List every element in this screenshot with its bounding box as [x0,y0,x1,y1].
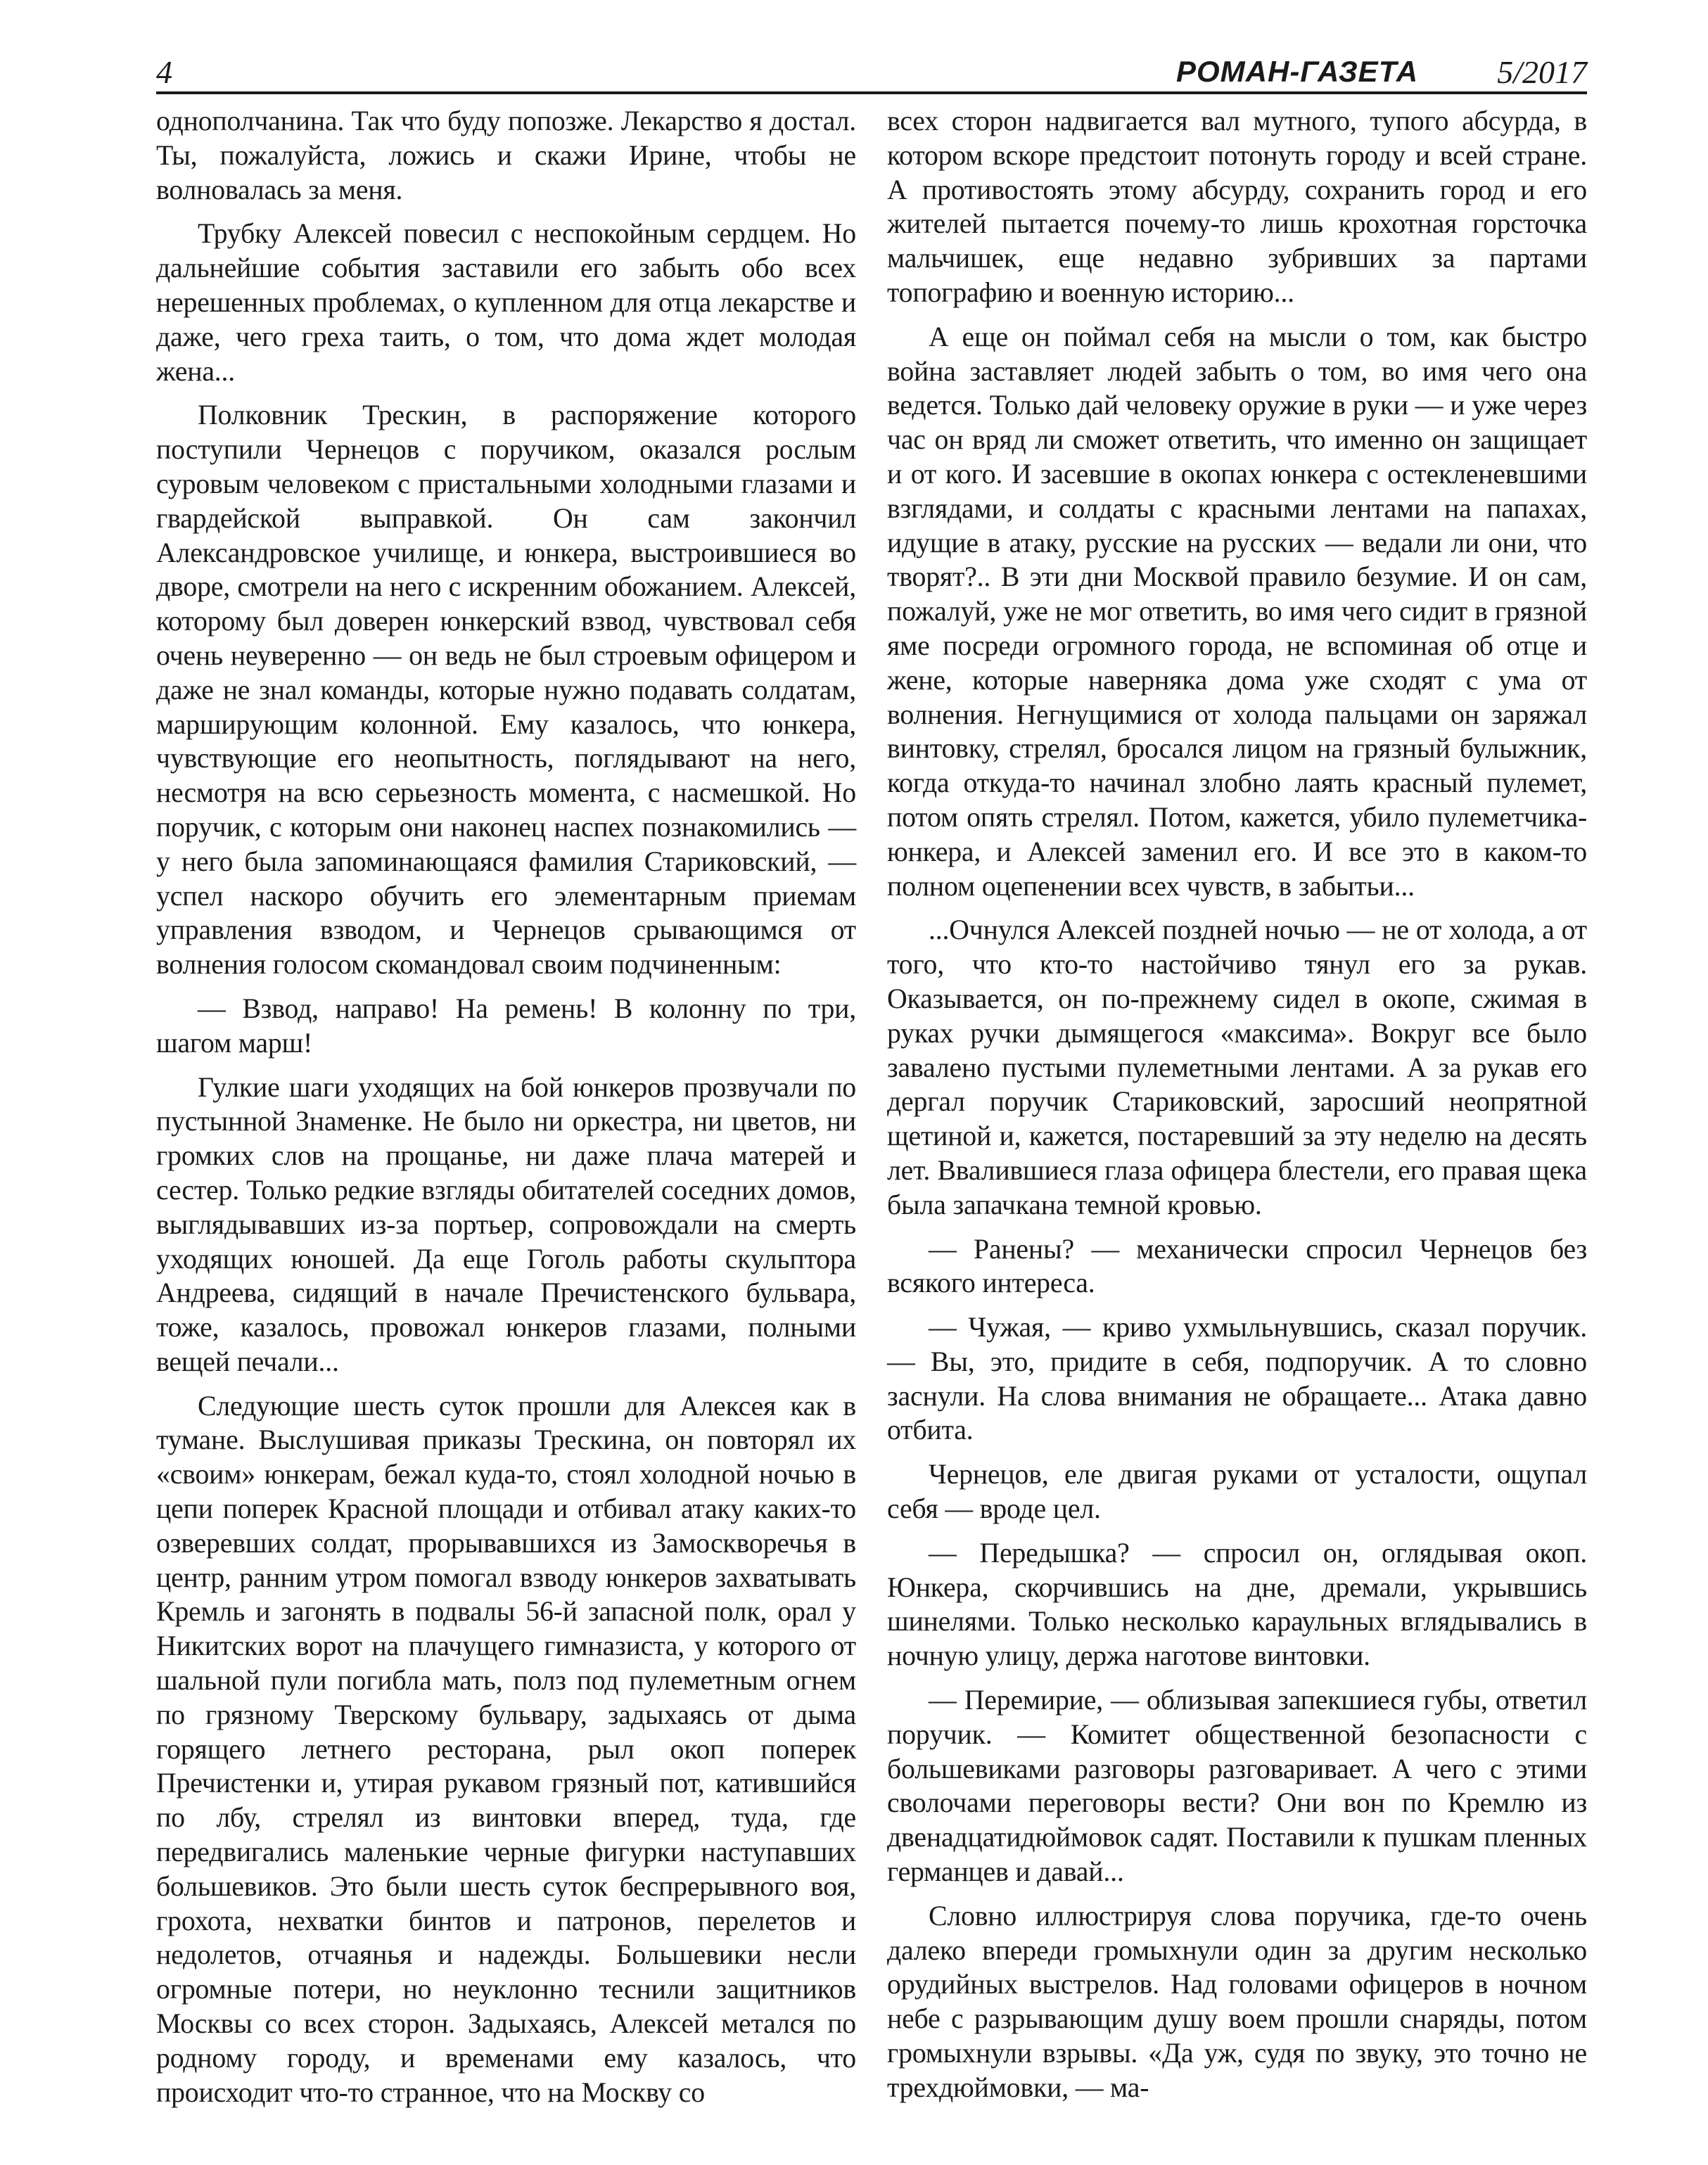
header-rule [156,91,1587,94]
paragraph: Трубку Алексей повесил с неспокойным сердцем. Но дальнейшие события заставили его забыть обо всех нерешенных проблемах, о купленном для отца лекарстве и даже, чего греха таить, о том, что дома ждет молодая жена... [156,218,856,387]
page-number: 4 [156,54,172,90]
paragraph: Следующие шесть суток прошли для Алексея как в тумане. Выслушивая приказы Трескина, он повторял их «своим» юнкерам, бежал куда-то, стоял холодной ночью в цепи поперек Красной площади и отбивал атаку каких-то озверевших солдат, прорывавшихся из Замоскворечья в центр, ранним утром помогал взводу юнкеров захватывать Кремль и загонять в подвалы 56-й запасной полк, орал у Никитских ворот на плачущего гимназиста, у которого от шальной пули погибла мать, полз под пулеметным огнем по грязному Тверскому бульвару, задыхаясь от дыма горящего летнего ресторана, рыл окоп поперек Пречистенки и, утирая рукавом грязный пот, катившийся по лбу, стрелял из винтовки вперед, туда, где передвигались маленькие черные фигурки наступавших большевиков. Это были шесть суток беспрерывного воя, грохота, нехватки бинтов и патронов, перелетов и недолетов, отчаянья и надежды. Большевики несли огромные потери, но неуклонно теснили защитников Москвы со всех сторон. Задыхаясь, Алексей метался по родному городу, и временами ему казалось, что происходит что-то странное, что на Москву со [156,1390,856,2108]
paragraph: всех сторон надвигается вал мутного, тупого абсурда, в котором вскоре предстоит потонуть городу и всей стране. А противостоять этому абсурду, сохранить город и его жителей пытается почему-то лишь крохотная горсточка мальчишек, еще недавно зубривших за партами топографию и военную историю... [887,106,1587,308]
paragraph: А еще он поймал себя на мысли о том, как быстро война заставляет людей забыть о том, во имя чего она ведется. Только дай человеку оружие в руки — и уже через час он вряд ли сможет ответить, что именно он защищает и от кого. И засевшие в окопах юнкера с остекленевшими взглядами, и солдаты с красными лентами на папахах, идущие в атаку, русские на русских — ведали ли они, что творят?.. В эти дни Москвой правило безумие. И он сам, пожалуй, уже не мог ответить, во имя чего сидит в грязной яме посреди огромного города, не вспоминая об отце и жене, которые наверняка дома уже сходят с ума от волнения. Негнущимися от холода пальцами он заряжал винтовку, стрелял, бросался лицом на грязный булыжник, когда откуда-то начинал злобно лаять красный пулемет, потом опять стрелял. Потом, кажется, убило пулеметчика-юнкера, и Алексей заменил его. И все это в каком-то полном оцепенении всех чувств, в забытьи... [887,321,1587,902]
paragraph: — Ранены? — механически спросил Чернецов без всякого интереса. [887,1233,1587,1299]
magazine-title: РОМАН-ГАЗЕТА [1176,55,1419,88]
paragraph: однополчанина. Так что буду попозже. Лекарство я достал. Ты, пожалуйста, ложись и скажи Ирине, чтобы не волновалась за меня. [156,106,856,205]
issue-number: 5/2017 [1497,54,1587,90]
right-column [887,104,1587,2115]
paragraph: — Взвод, направо! На ремень! В колонну по три, шагом марш! [156,992,856,1059]
paragraph: ...Очнулся Алексей поздней ночью — не от холода, а от того, что кто-то настойчиво тянул его за рукав. Оказывается, он по-прежнему сидел в окопе, сжимая в руках ручки дымящегося «максима». Вокруг все было завалено пустыми пулеметными лентами. А за рукав его дергал поручик Стариковский, заросший неопрятной щетиной и, кажется, постаревший за эту неделю на десять лет. Ввалившиеся глаза офицера блестели, его правая щека была запачкана темной кровью. [887,914,1587,1220]
paragraph: Чернецов, еле двигая руками от усталости, ощупал себя — вроде цел. [887,1459,1587,1525]
paragraph: Полковник Трескин, в распоряжение которого поступили Чернецов с поручиком, оказался рослым суровым человеком с пристальными холодными глазами и гвардейской выправкой. Он сам закончил Александровское училище, и юнкера, выстроившиеся во дворе, смотрели на него с искренним обожанием. Алексей, которому был доверен юнкерский взвод, чувствовал себя очень неуверенно — он ведь не был строевым офицером и даже не знал команды, которые нужно подавать солдатам, марширующим колонной. Ему казалось, что юнкера, чувствующие его неопытность, поглядывают на него, несмотря на всю серьезность момента, с насмешкой. Но поручик, с которым они наконец наспех познакомились — у него была запоминающаяся фамилия Стариковский, — успел наскоро обучить его элементарным приемам управления взводом, и Чернецов срывающимся от волнения голосом скомандовал своим подчиненным: [156,400,856,981]
paragraph: — Перемирие, — облизывая запекшиеся губы, ответил поручик. — Комитет общественной безопасности с большевиками разговоры разговаривает. А чего с этими сволочами переговоры вести? Они вон по Кремлю из двенадцатидюймовок садят. Поставили к пушкам пленных германцев и давай... [887,1685,1587,1888]
paragraph: — Чужая, — криво ухмыльнувшись, сказал поручик. — Вы, это, придите в себя, подпоручик. А то словно заснули. На слова внимания не обращаете... Атака давно отбита. [887,1312,1587,1446]
paragraph: — Передышка? — спросил он, оглядывая окоп. Юнкера, скорчившись на дне, дремали, укрывшись шинелями. Только несколько караульных вглядывались в ночную улицу, держа наготове винтовки. [887,1537,1587,1672]
paragraph: Словно иллюстрируя слова поручика, где-то очень далеко впереди громыхнули один за другим несколько орудийных выстрелов. Над головами офицеров в ночном небе с разрывающим душу воем прошли снаряды, потом громыхнули взрывы. «Да уж, судя по звуку, это точно не трехдюймовки, — ма- [887,1900,1587,2103]
page-header [156,51,1587,93]
left-column [156,104,856,2119]
paragraph: Гулкие шаги уходящих на бой юнкеров прозвучали по пустынной Знаменке. Не было ни оркестра, ни цветов, ни громких слов на прощанье, ни даже плача матерей и сестер. Только редкие взгляды обитателей соседних домов, выглядывавших из-за портьер, сопровождали на смерть уходящих юношей. Да еще Гоголь работы скульптора Андреева, сидящий в начале Пречистенского бульвара, тоже, казалось, провожал юнкеров глазами, полными вещей печали... [156,1071,856,1377]
